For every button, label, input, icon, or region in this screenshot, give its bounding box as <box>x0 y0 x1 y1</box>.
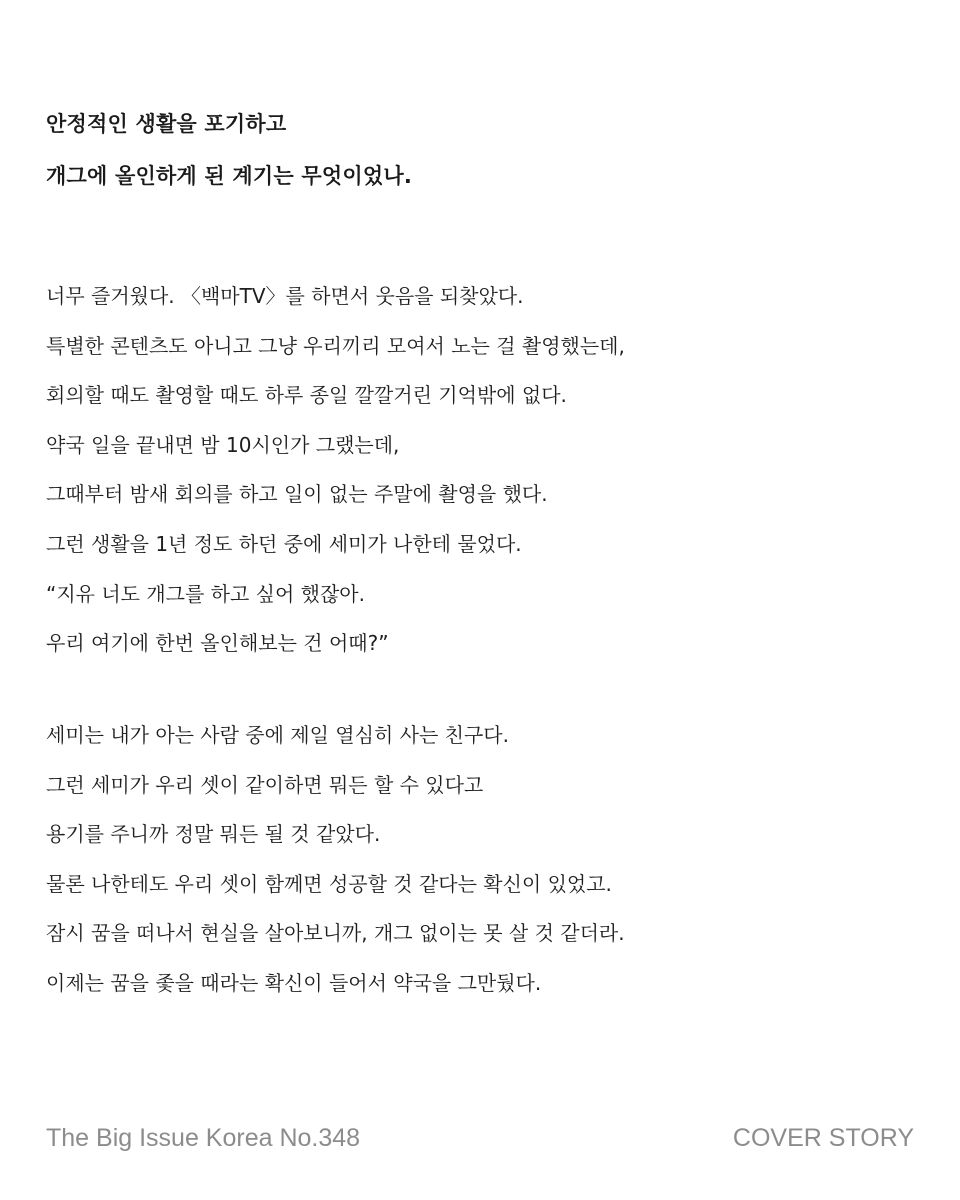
answer-paragraph-1 <box>46 283 926 680</box>
answer-line: 그런 생활을 1년 정도 하던 중에 세미가 나한테 물었다. <box>46 531 522 556</box>
answer-line: 용기를 주니까 정말 뭐든 될 것 같았다. <box>46 822 381 847</box>
answer-line: 그때부터 밤새 회의를 하고 일이 없는 주말에 촬영을 했다. <box>46 482 548 507</box>
page-footer <box>46 1124 914 1156</box>
question-line: 안정적인 생활을 포기하고 <box>46 112 287 136</box>
section-label: COVER STORY <box>732 1124 914 1152</box>
interview-question <box>46 112 906 216</box>
answer-line: 물론 나한테도 우리 셋이 함께면 성공할 것 같다는 확신이 있었고. <box>46 871 612 896</box>
answer-line: 잠시 꿈을 떠나서 현실을 살아보니까, 개그 없이는 못 살 것 같더라. <box>46 921 625 946</box>
answer-line: 회의할 때도 촬영할 때도 하루 종일 깔깔거린 기억밖에 없다. <box>46 383 567 408</box>
question-line: 개그에 올인하게 된 계기는 무엇이었나. <box>46 164 412 188</box>
answer-line: 그런 세미가 우리 셋이 같이하면 뭐든 할 수 있다고 <box>46 772 484 797</box>
answer-line: 너무 즐거웠다. 〈백마TV〉를 하면서 웃음을 되찾았다. <box>46 284 524 308</box>
answer-line: “지유 너도 개그를 하고 싶어 했잖아. <box>46 581 365 606</box>
answer-line: 특별한 콘텐츠도 아니고 그냥 우리끼리 모여서 노는 걸 촬영했는데, <box>46 333 625 358</box>
publication-credit: The Big Issue Korea No.348 <box>46 1124 361 1152</box>
answer-paragraph-2 <box>46 722 926 1020</box>
answer-line: 세미는 내가 아는 사람 중에 제일 열심히 사는 친구다. <box>46 723 509 747</box>
answer-line: 이제는 꿈을 좇을 때라는 확신이 들어서 약국을 그만뒀다. <box>46 970 542 995</box>
answer-line: 약국 일을 끝내면 밤 10시인가 그랬는데, <box>46 432 400 457</box>
answer-line: 우리 여기에 한번 올인해보는 건 어때?” <box>46 631 389 656</box>
